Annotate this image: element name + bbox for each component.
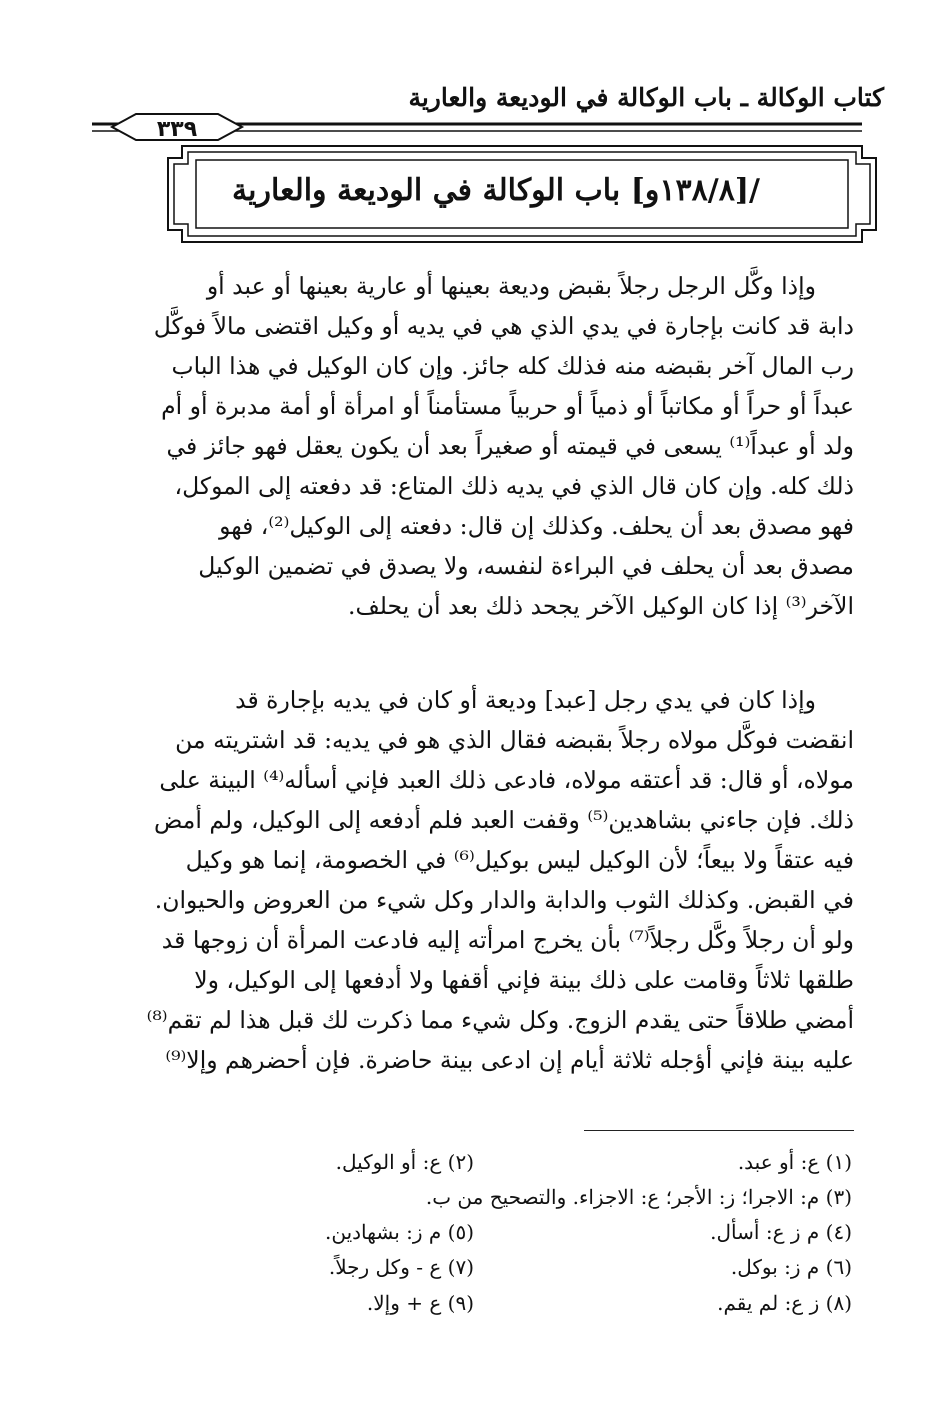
footnote-8: (٨) ز ع: لم يقم. (717, 1291, 852, 1315)
text-line: رب المال آخر بقبضه منه فذلك كله جائز. وإن كان الوكيل في هذا الباب (171, 352, 854, 380)
text-line: وإذا كان في يدي رجل [عبد] وديعة أو كان في يديه بإجارة قد (235, 686, 816, 714)
text-line: فيه عتقاً ولا بيعاً؛ لأن الوكيل ليس بوكيل⁽⁶⁾ في الخصومة، إنما هو وكيل (185, 846, 854, 874)
footnote-4: (٤) م ز ع: أسأل. (710, 1220, 852, 1244)
text-line: وإذا وكَّل الرجل رجلاً بقبض وديعة بعينها أو عارية بعينها أو عبد أو (206, 272, 816, 300)
text-line: في القبض. وكذلك الثوب والدابة والدار وكل شيء من العروض والحيوان. (154, 886, 854, 914)
text-line: ولد أو عبداً⁽¹⁾ يسعى في قيمته أو صغيراً بعد أن يكون يعقل فهو جائز في (166, 432, 854, 460)
footnote-6: (٦) م ز: بوكل. (730, 1255, 852, 1279)
text-line: ذلك. فإن جاءني بشاهدين⁽⁵⁾ وقفت العبد فلم أدفعه إلى الوكيل، ولم أمض (153, 806, 854, 834)
text-line: طلقها ثلاثاً وقامت على ذلك بينة فإني أقفها ولا أدفعها إلى الوكيل، ولا (194, 966, 854, 994)
footnote-separator (584, 1130, 854, 1131)
footnote-2: (٢) ع: أو الوكيل. (335, 1150, 474, 1174)
running-header-title: كتاب الوكالة ـ باب الوكالة في الوديعة والعارية (408, 83, 884, 112)
text-line: عليه بينة فإني أؤجله ثلاثة أيام إن ادعى بينة حاضرة. فإن أحضرهم وإلا⁽⁹⁾ (165, 1046, 854, 1074)
body-paragraph-2 (76, 680, 854, 1080)
body-paragraph-1 (76, 266, 854, 626)
text-line: مصدق بعد أن يحلف في البراءة لنفسه، ولا يصدق في تضمين الوكيل (198, 552, 854, 580)
footnote-3: (٣) م: الاجرا؛ ز: الأجر؛ ع: الاجزاء. والتصحيح من ب. (425, 1185, 852, 1209)
text-line: أمضي طلاقاً حتى يقدم الزوج. وكل شيء مما ذكرت لك قبل هذا لم تقم⁽⁸⁾ (146, 1006, 854, 1034)
footnote-1: (١) ع: أو عبد. (737, 1150, 852, 1174)
footnote-7: (٧) ع - وكل رجلاً. (328, 1255, 474, 1279)
page-number: ٣٣٩ (156, 117, 198, 142)
text-line: فهو مصدق بعد أن يحلف. وكذلك إن قال: دفعته إلى الوكيل⁽²⁾، فهو (219, 512, 854, 540)
text-line: ولو أن رجلاً وكَّل رجلاً⁽⁷⁾ بأن يخرج امرأته إليه فادعت المرأة أن زوجها قد (161, 926, 854, 954)
text-line: دابة قد كانت بإجارة في يدي الذي هي في يديه أو وكيل اقتضى مالاً فوكَّل (153, 312, 854, 340)
text-line: انقضت فوكَّل مولاه رجلاً بقبضه فقال الذي هو في يديه: قد اشتريته من (175, 726, 854, 754)
text-line: ذلك كله. وإن كان قال الذي في يديه ذلك المتاع: قد دفعته إلى الموكل، (174, 472, 854, 500)
footnote-5: (٥) م ز: بشهادين. (324, 1220, 474, 1244)
header-rule-with-page-number (92, 112, 862, 142)
chapter-title: /[١٣٨/٨و] باب الوكالة في الوديعة والعارية (232, 172, 760, 208)
footnote-9: (٩) ع + وإلا. (366, 1291, 474, 1315)
text-line: مولاه، أو قال: قد أعتقه مولاه، فادعى ذلك العبد فإني أسأله⁽⁴⁾ البينة على (159, 766, 854, 794)
text-line: الآخر⁽³⁾ إذا كان الوكيل الآخر يجحد ذلك بعد أن يحلف. (347, 592, 854, 620)
text-line: عبداً أو حراً أو مكاتباً أو ذمياً أو حربياً مستأمناً أو امرأة أو أمة مدبرة أو أم (161, 392, 854, 420)
